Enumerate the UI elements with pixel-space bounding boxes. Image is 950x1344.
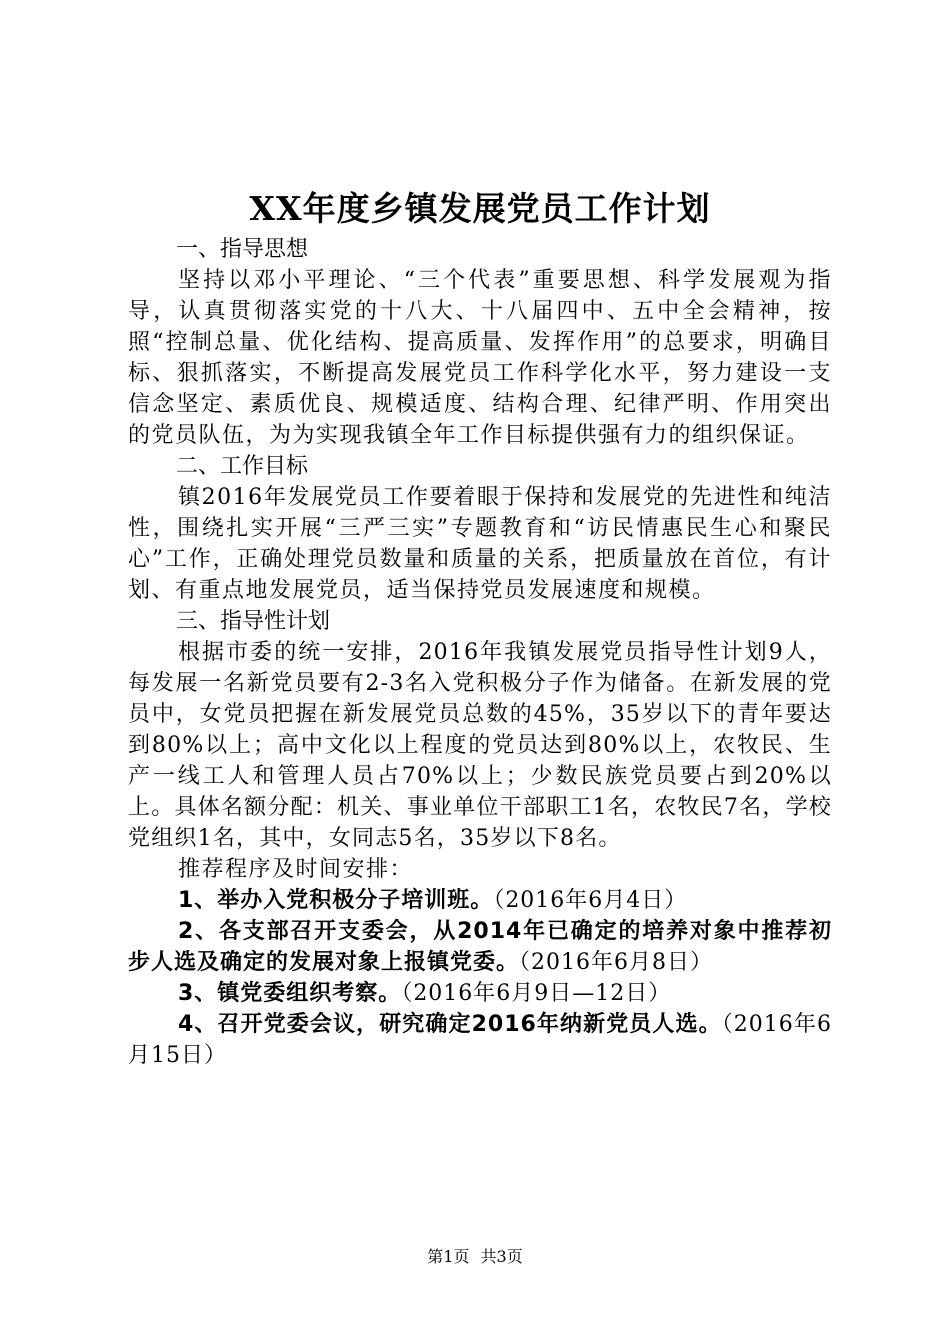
page-total: 共3页 bbox=[480, 1247, 523, 1266]
step-text: 3、镇党委组织考察。 bbox=[178, 981, 402, 1006]
section-heading-work-goals: 二、工作目标 bbox=[176, 454, 309, 479]
step-date: （2016年6月9日—12日） bbox=[401, 981, 672, 1006]
document-title: XX年度乡镇发展党员工作计划 bbox=[249, 189, 711, 228]
schedule-step bbox=[128, 978, 832, 1009]
page-number: 第1页 bbox=[427, 1247, 470, 1266]
step-date: （2016年6月8日） bbox=[519, 950, 713, 975]
schedule-step bbox=[128, 916, 832, 978]
schedule-intro: 推荐程序及时间安排： bbox=[178, 857, 414, 882]
step-text: 1、举办入党积极分子培训班。 bbox=[178, 888, 494, 913]
section-paragraph-guiding-plan: 根据市委的统一安排，2016年我镇发展党员指导性计划9人，每发展一名新党员要有2-3名入党积极分子作为储备。在新发展的党员中，女党员把握在新发展党员总数的45%，35岁以下的青年要达到80%以上；高中文化以上程度的党员达到80%以上，农牧民、生产一线工人和管理人员占70%以上；少数民族党员要占到20%以上。具体名额分配：机关、事业单位干部职工1名，农牧民7名，学校党组织1名，其中，女同志5名，35岁以下8名。 bbox=[128, 640, 832, 851]
section-heading-guiding-thought: 一、指导思想 bbox=[176, 237, 309, 262]
step-text: 4、召开党委会议，研究确定2016年纳新党员人选。 bbox=[178, 1012, 722, 1037]
step-date: （2016年6月4日） bbox=[493, 888, 688, 913]
section-paragraph-guiding-thought: 坚持以邓小平理论、“三个代表”重要思想、科学发展观为指导，认真贯彻落实党的十八大、十八届四中、五中全会精神，按照“控制总量、优化结构、提高质量、发挥作用”的总要求，明确目标、狠抓落实，不断提高发展党员工作科学化水平，努力建设一支信念坚定、素质优良、规模适度、结构合理、纪律严明、作用突出的党员队伍，为为实现我镇全年工作目标提供强有力的组织保证。 bbox=[128, 268, 832, 448]
page-footer bbox=[0, 1244, 950, 1267]
schedule-step bbox=[128, 885, 832, 916]
step-date: （2016年6月15日） bbox=[128, 1012, 832, 1068]
step-text: 2、各支部召开支委会，从2014年已确定的培养对象中推荐初步人选及确定的发展对象上报镇党委。 bbox=[128, 919, 832, 975]
section-paragraph-work-goals: 镇2016年发展党员工作要着眼于保持和发展党的先进性和纯洁性，围绕扎实开展“三严三实”专题教育和“访民情惠民生心和聚民心”工作，正确处理党员数量和质量的关系，把质量放在首位，有计划、有重点地发展党员，适当保持党员发展速度和规模。 bbox=[128, 485, 832, 603]
document-body bbox=[128, 186, 832, 1071]
section-heading-guiding-plan: 三、指导性计划 bbox=[176, 609, 331, 634]
schedule-step bbox=[128, 1009, 832, 1071]
